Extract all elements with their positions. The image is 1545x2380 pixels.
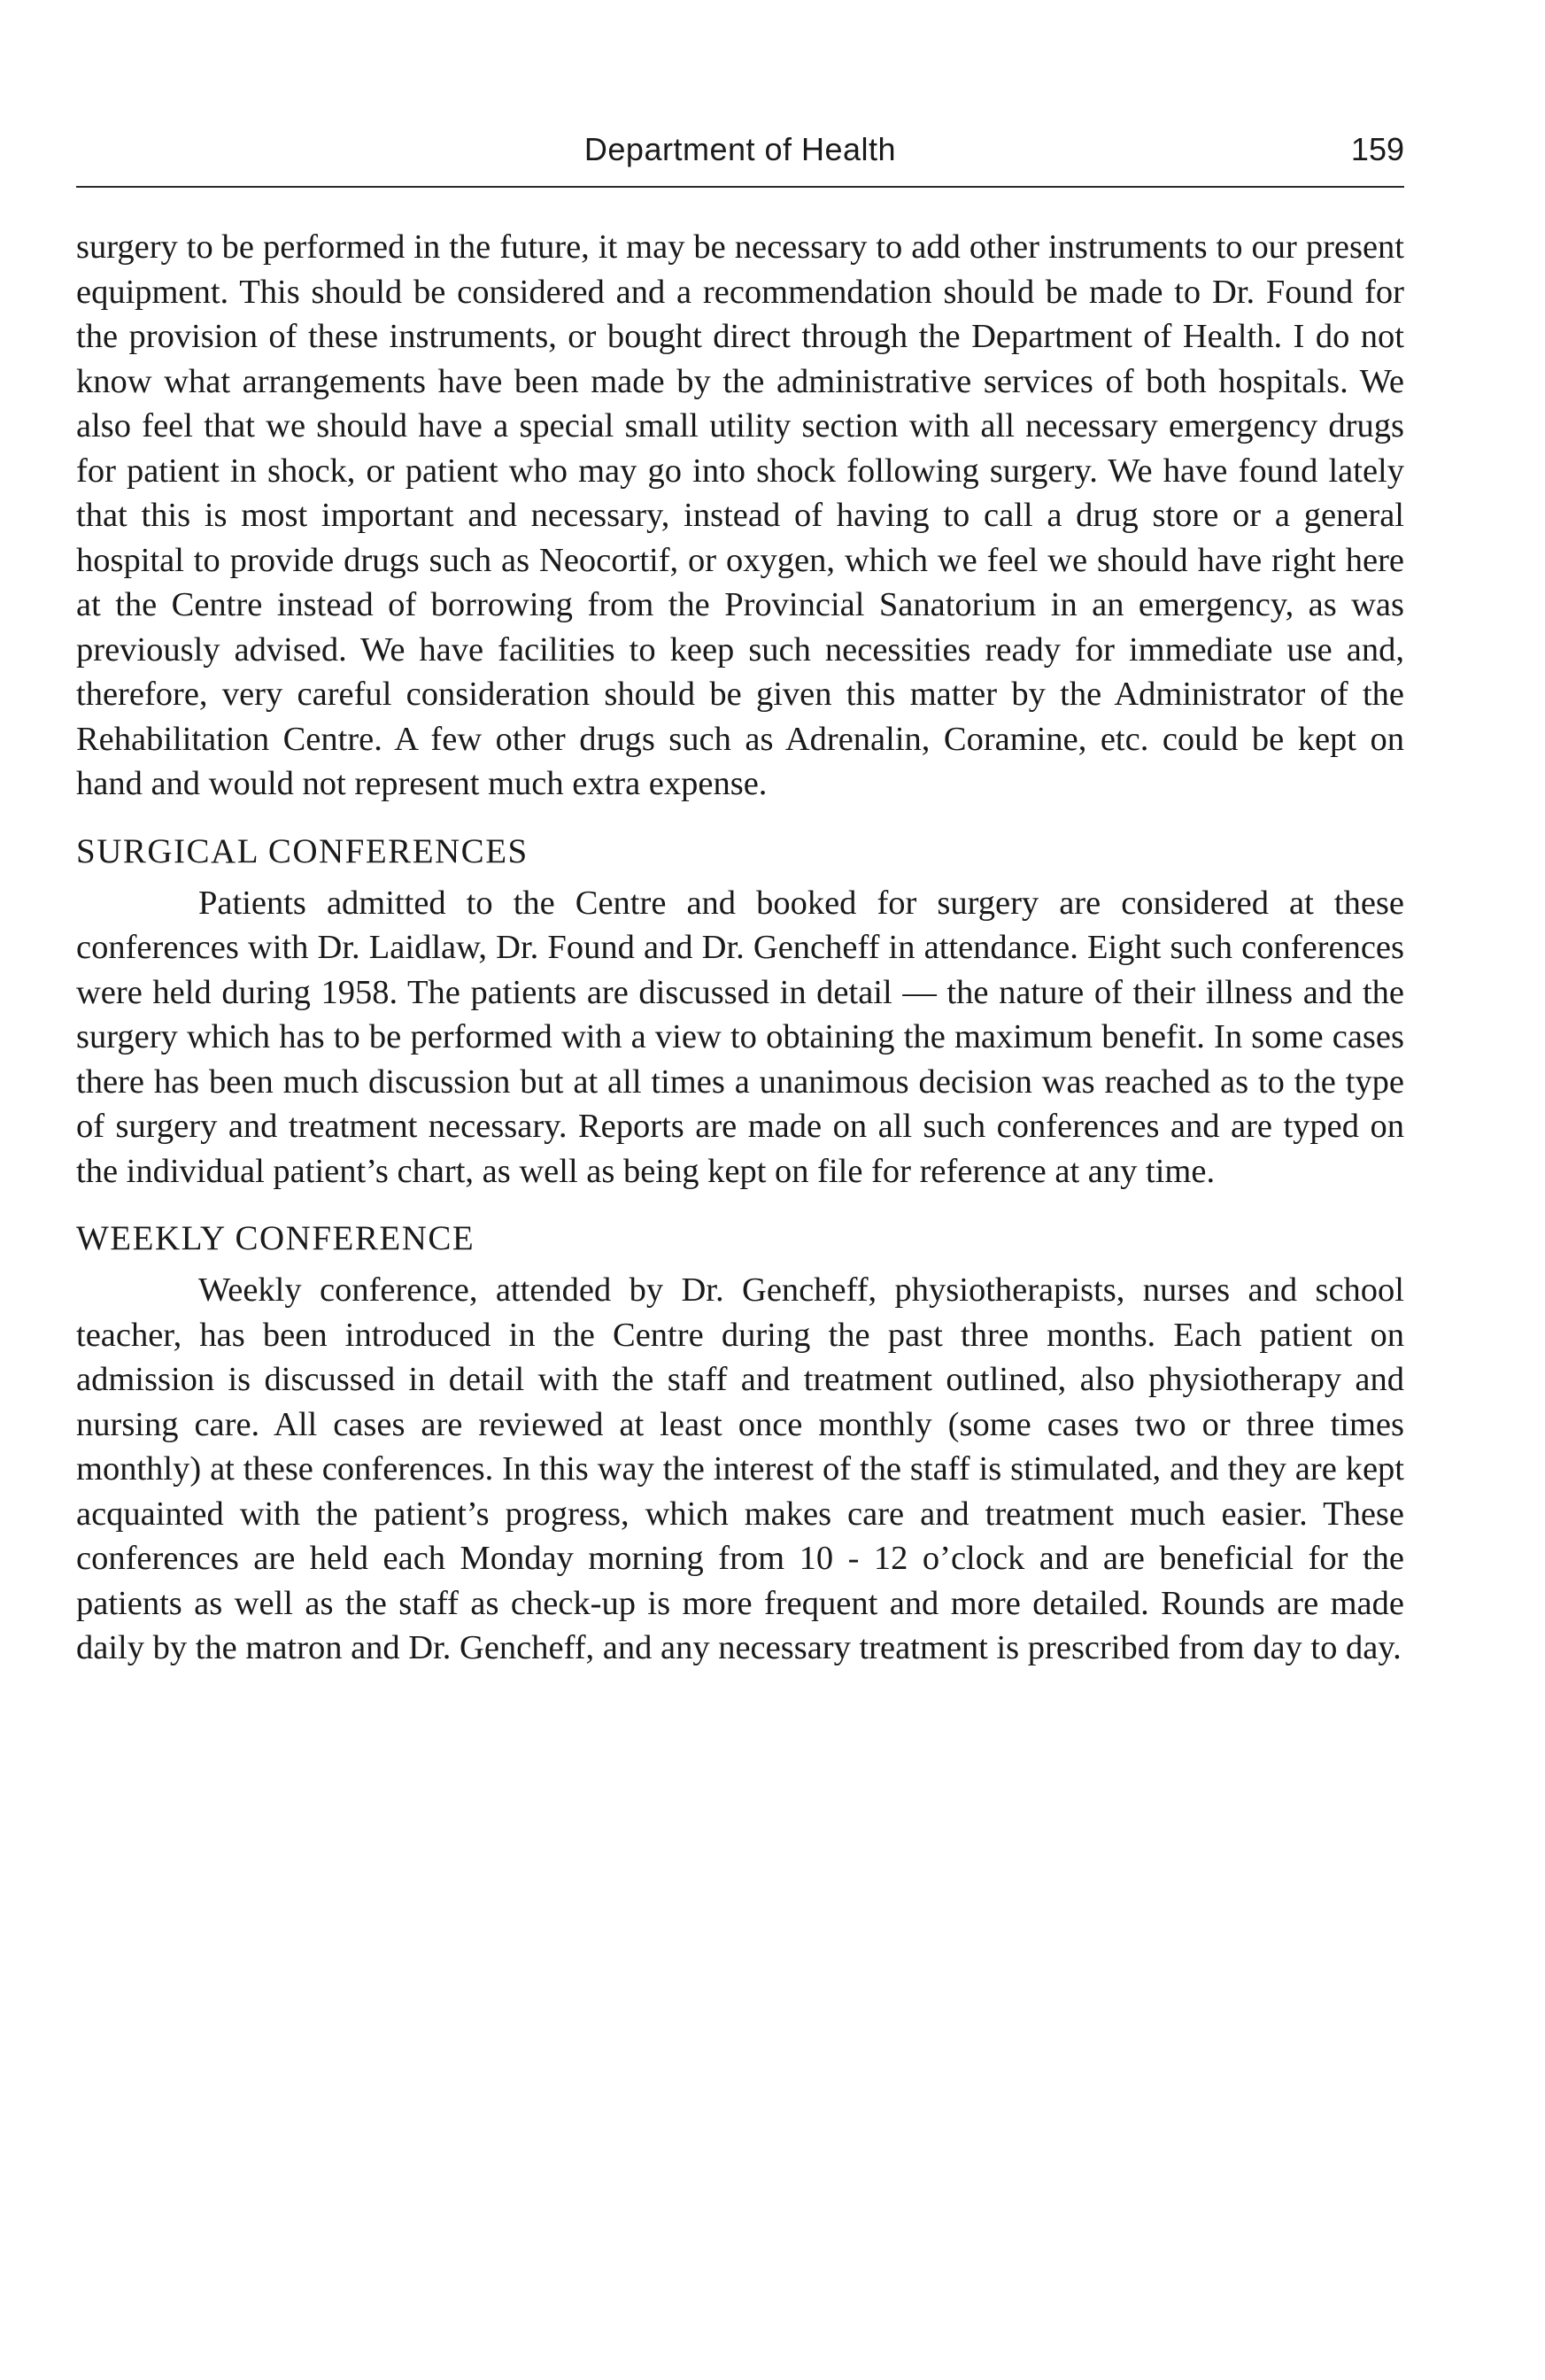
running-title: Department of Health [583,131,897,167]
weekly-conference-paragraph: Weekly conference, attended by Dr. Gencheff, physiotherapists, nurses and school teacher, has been introduced in the Centre during the past three months. Each patient on admission is discussed in detail with the staff and treatment outlined, also physiotherapy and nursing care. All cases are reviewed at least once monthly (some cases two or three times monthly) at these conferences. In this way the interest of the staff is stimulated, and they are kept acquainted with the patient’s progress, which makes care and treatment much easier. These conferences are held each Monday morning from 10 - 12 o’clock and are beneficial for the patients as well as the staff as check-up is more frequent and more detailed. Rounds are made daily by the matron and Dr. Gencheff, and any necessary treatment is prescribed from day to day. [76,1271,1404,1666]
continued-paragraph: surgery to be performed in the future, it may be necessary to add other instruments to our present equipment. This should be considered and a recommendation should be made to Dr. Found for the provision of these instruments, or bought direct through the Department of Health. I do not know what arrangements have been made by the administrative services of both hospitals. We also feel that we should have a special small utility section with all necessary emergency drugs for patient in shock, or patient who may go into shock following surgery. We have found lately that this is most important and necessary, instead of having to call a drug store or a general hospital to provide drugs such as Neocortif, or oxygen, which we feel we should have right here at the Centre instead of borrowing from the Provincial Sanatorium in an emergency, as was previously advised. We have facilities to keep such necessities ready for immediate use and, therefore, very careful consideration should be given this matter by the Administrator of the Rehabilitation Centre. A few other drugs such as Adrenalin, Coramine, etc. could be kept on hand and would not represent much extra expense. [76,228,1404,802]
document-page [76,124,1404,1671]
section-heading-weekly-conference: WEEKLY CONFERENCE [76,1219,475,1257]
section-heading-surgical-conferences: SURGICAL CONFERENCES [76,831,529,870]
body-text [76,225,1404,1671]
page-number: 159 [1350,131,1404,167]
running-head [76,124,1404,188]
surgical-conferences-paragraph: Patients admitted to the Centre and booked for surgery are considered at these conferences with Dr. Laidlaw, Dr. Found and Dr. Gencheff in attendance. Eight such conferences were held during 1958. The patients are discussed in detail — the nature of their illness and the surgery which has to be performed with a view to obtaining the maximum benefit. In some cases there has been much discussion but at all times a unanimous decision was reached as to the type of surgery and treatment necessary. Reports are made on all such conferences and are typed on the individual patient’s chart, as well as being kept on file for reference at any time. [76,884,1404,1190]
